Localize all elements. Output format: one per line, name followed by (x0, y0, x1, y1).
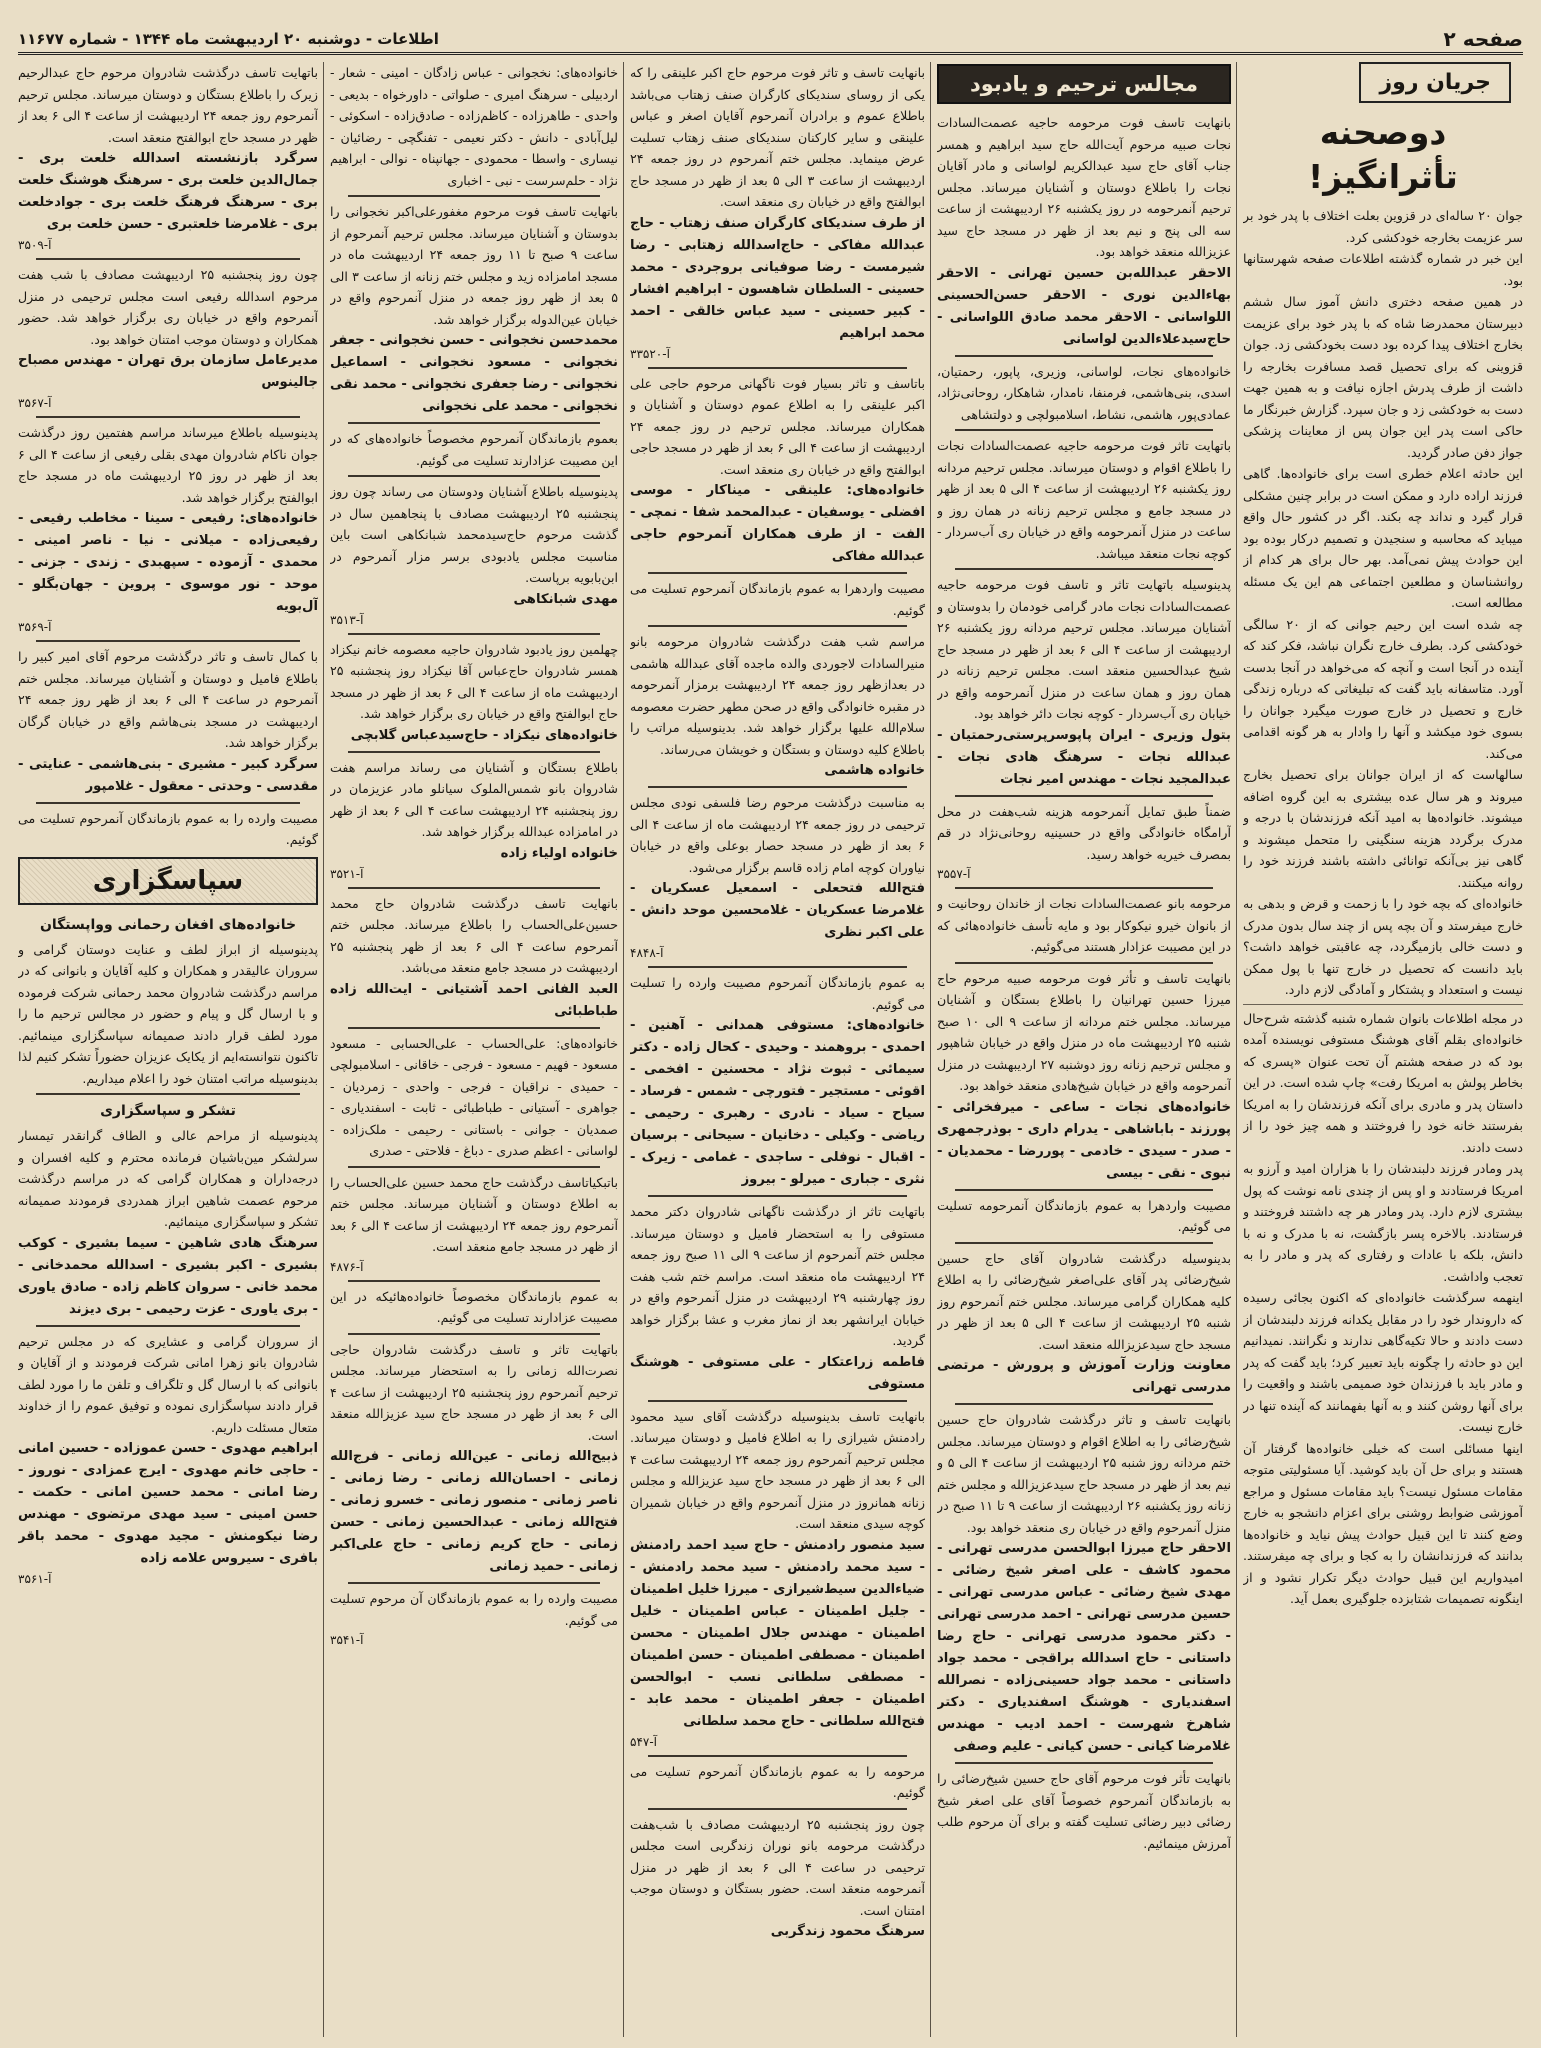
notice-item (630, 1814, 925, 1944)
notice-names: خانواده‌های: رفیعی - سینا - مخاطب رفیعی - رفیعی‌زاده - میلانی - نیا - ناصر امینی - محمدی - آزموده - سپهبدی - زندی - جزنی - موحد - نور موسوی - پروین - جهان‌بگلو - آل‌بویه (18, 511, 318, 614)
notice-item (18, 808, 318, 851)
notice-text: باطلاع بستگان و آشنایان می رساند مراسم هفت شادروان بانو شمس‌الملوک سیانلو مادر عزیزمان در روز پنجشنبه ۲۴ اردیبهشت ساعت ۴ الی ۶ بعد از ظهر در امامزاده عبدالله برگزار خواهد شد. (330, 759, 618, 839)
notice-item (937, 112, 1231, 351)
notice-item (18, 422, 318, 636)
notice-divider (348, 195, 600, 197)
editorial-headline: دوصحنه تأثرانگیز! (1308, 113, 1458, 196)
notice-names: از طرف سندیکای کارگران صنف زهتاب - حاج عبدالله مفاکی - حاج‌اسدالله زهتابی - رضا شیرمست - رضا صوفیانی بروجردی - محمد حسینی - السلطان شاهسون - ابراهیم افشار - کبیر حسینی - سید عباس خالقی - احمد محمد ابراهیم (630, 215, 925, 341)
notice-ref: آ-۳۵۴۱ (330, 1633, 364, 1647)
issue-info: اطلاعات - دوشنبه ۲۰ اردیبهشت ماه ۱۳۴۴ - شماره ۱۱۶۷۷ (18, 30, 439, 48)
notice-text: بانهایت تاسف و تاثر فوت مرحوم حاج اکبر علینقی را که یکی از روسای سندیکای کارگران صنف زهتاب می‌باشد باطلاع عموم و برادران آنمرحوم آقایان اصغر و عباس علینقی و سایر کارکنان سندیکای صنف زهتاب تسلیت عرض مینماید. مجلس ختم آنمرحوم در روز جمعه ۲۴ اردیبهشت از ساعت ۳ الی ۵ بعد از ظهر در مسجد حاج ابوالفتح واقع در خیابان ری منعقد است. (630, 65, 925, 209)
notice-ref: آ-۳۳۵۲۰ (630, 346, 670, 361)
notice-divider (36, 802, 300, 804)
editorial-body (1243, 205, 1523, 1610)
notice-divider (348, 887, 600, 889)
editorial-paragraph: پدر ومادر فرزند دلبندشان را با هزاران امید و آرزو به امریکا فرستادند و او پس از چندی نامه نوشت که پول بیشتری لازم دارد. پدر ومادر هر چه داشتند فروختند و فرستادند. بالاخره پسر بازگشت، نه با مدرک و نه با دانش، بلکه با عادات و رفتاری که پدر و مادر را به تعجب واداشت. (1243, 1161, 1523, 1284)
notice-divider (955, 887, 1213, 889)
column-memorials (937, 62, 1231, 2037)
notice-divider (648, 1400, 907, 1402)
notice-item (18, 62, 318, 254)
notice-names: معاونت وزارت آموزش و پرورش - مرتضی مدرسی تهرانی (937, 1358, 1231, 1395)
thanks-title: تشکر و سپاسگزاری (100, 1103, 236, 1119)
notice-ref: آ-۳۵۶۷ (18, 396, 52, 410)
section-banner: مجالس ترحیم و یادبود (937, 64, 1231, 104)
notice-item (937, 361, 1231, 426)
column-rule (623, 62, 624, 2037)
divider (1243, 1004, 1523, 1005)
notice-text: مراسم شب هفت درگذشت شادروان مرحومه بانو منیرالسادات لاجوردی والده ماجده آقای عبدالله هاشمی در بعدازظهر روز جمعه ۲۴ اردیبهشت برمزار آنمرحومه در مقبره خانوادگی واقع در صحن مطهر حضرت معصومه سلام‌الله علیها برگزار خواهد شد. بدینوسیله مراتب را باطلاع کلیه دوستان و بستگان و خویشان می‌رساند. (630, 634, 925, 757)
notice-divider (36, 640, 300, 642)
notice-item (630, 1406, 925, 1751)
notice-item (330, 1172, 618, 1276)
notice-text: خانواده‌های: نخجوانی - عباس زادگان - امینی - شعار - اردبیلی - سرهنگ امیری - صلواتی - داورخواه - بدیعی - واحدی - طاهرزاده - کاظم‌زاده - صادق‌زاده - اسکوئی - لیل‌آبادی - دانش - دکتر نعیمی - تفنگچی - رضائیان - نیساری - واسطا - محمودی - جهانپناه - نوالی - ابراهیم نژاد - حلم‌سرست - نبی - اخباری (330, 65, 618, 188)
notice-ref: آ-۳۵۱۳ (330, 612, 364, 627)
notice-ref: آ-۳۵۶۹ (18, 620, 52, 634)
editorial-paragraph: این حادثه اعلام خطری است برای خانواده‌ها. گاهی فرزند اراده دارد و ممکن است در برابر چنین مشکلی قرار گیرد و نداند چه بکند. اگر در کشور حال واقع میباید که محاسبه و سنجیدن و تصمیم درکار بوده بود این حوادث پیش نمی‌آمد. بهر حال برای هر کدام از روانشناسان و مطلعین اجتماعی هم این یک مسئله مطالعه است. (1243, 466, 1523, 610)
page-number: صفحه ۲ (1443, 27, 1523, 51)
notice-text: بانهایت تاسف درگذشت شادروان حاج محمد حسین‌علی‌الحساب را باطلاع میرساند. مجلس ختم آنمرحوم ساعت ۴ الی ۶ بعد از ظهر پنجشنبه ۲۵ اردیبهشت در مسجد جامع منعقد می‌باشد. (330, 895, 618, 975)
thanks-divider (36, 1325, 300, 1327)
notice-text: خانواده‌های: علی‌الحساب - علی‌الحسابی - مسعود مسعود - فهیم - مسعود - فرجی - خاقانی - اسلامبولچی - حمیدی - نراقیان - فرجی - واحدی - زمردیان - جواهری - آستیانی - طباطبائی - ثابت - اسفندیاری - صمدیان - جوانی - باستانی - رحیمی - ملک‌زاده - لواسانی - اعظم صدری - دباغ - فلاحتی - صدری (330, 1035, 618, 1158)
notice-names: سرگرد بازنشسته اسدالله خلعت بری - جمال‌الدین خلعت بری - سرهنگ هوشنگ خلعت بری - سرهنگ فرهنگ خلعت بری - جوادخلعت بری - غلامرضا خلعتبری - حسن خلعت بری (18, 151, 318, 232)
thanks-ref: آ-۳۵۶۱ (18, 1572, 52, 1586)
thanks-text: پدینوسیله از ابراز لطف و عنایت دوستان گرامی و سروران عالیقدر و همکاران و کلیه آقایان و بانوانی که در مراسم درگذشت شادروان محمد رحمانی شرکت فرموده و با ارسال گل و پیام و حضور در مجالس ترحیم ما را مورد لطف قرار دادند صمیمانه سپاسگزاری مینمائیم. تاکنون نتوانسته‌ایم از یکایک عزیزان حضوراً تشکر کنیم لذا بدینوسیله مراتب امتنان خود را اعلام میداریم. (18, 941, 318, 1086)
notice-text: باتهایت تاسف درگذشت شادروان مرحوم حاج عبدالرحیم زیرک را باطلاع بستگان و دوستان میرساند. مجلس ترحیم آنمرحوم روز جمعه ۲۴ اردیبهشت از ساعت ۴ الی ۶ بعد از ظهر در مسجد حاج ابوالفتح منعقد است. (18, 65, 318, 145)
notice-text: به مناسبت درگذشت مرحوم رضا فلسفی نودی مجلس ترحیمی در روز جمعه ۲۴ اردیبهشت ماه از ساعت ۴ الی ۶ بعد از ظهر در مسجد حصار بوعلی واقع در خیابان نیاوران کوچه امام زاده قاسم برگزار می‌شود. (630, 795, 925, 875)
notice-divider (648, 1755, 907, 1757)
notice-item (630, 1201, 925, 1396)
notice-item (630, 631, 925, 782)
notice-text: چهلمین روز یادبود شادروان حاجیه معصومه خانم نیکزاد همسر شادروان حاج‌عباس آقا نیکزاد روز پنجشنبه ۲۵ اردیبهشت ماه از ساعت ۴ الی ۶ بعد از ظهر در مسجد حاج ابوالفتح واقع در خیابان ری برگزار خواهد شد. (330, 641, 618, 721)
notice-text: بانهایت تاسف بدینوسیله درگذشت آقای سید محمود رادمنش شیرازی را به اطلاع فامیل و دوستان میرساند. مجلس ترحیم آنمرحوم روز جمعه ۲۴ اردیبهشت ساعت ۴ الی ۶ بعد از ظهر در مسجد حاج سید عزیزالله و مجلس زنانه همانروز در منزل آنمرحوم واقع در خیابان شمیران کوچه سیدی منعقد است. (630, 1408, 925, 1531)
editorial-paragraph: جوان ۲۰ ساله‌ای در قزوین بعلت اختلاف با پدر خود بر سر عزیمت بخارجه خودکشی کرد. (1243, 208, 1523, 245)
notice-item (330, 428, 618, 471)
notice-names: خانواده‌های نجات - ساعی - میرفخرائی - پورزند - باباشاهی - یدرام داری - بوذرجمهری - صدر - سیدی - خادمی - پوررضا - محمدیان - نبوی - نقی - بیسی (937, 1099, 1231, 1181)
notice-list (330, 62, 618, 1649)
column-rule (1236, 62, 1237, 2037)
notice-text: پدینوسیله باطلاع آشنایان ودوستان می رساند چون روز پنجشنبه ۲۵ اردیبهشت مصادف با پنجاهمین سال در گذشت مرحوم حاج‌سیدمحمد شبانکاهی است باین مناسبت مجلس یادبودی برسر مزار آنمرحوم در ابن‌بابویه برپاست. (330, 484, 618, 585)
notice-item (937, 1248, 1231, 1400)
notice-text: پدینوسیله باطلاع میرساند مراسم هفتمین روز درگذشت جوان ناکام شادروان مهدی بقلی رفیعی از ساعت ۴ الی ۶ بعد از ظهر در روز ۲۵ اردیبهشت ماه در مسجد حاج ابوالفتح برگزار خواهد شد. (18, 425, 318, 505)
notice-names: فتح‌الله فتحعلی - اسمعیل عسکریان - غلامرضا عسکریان - غلامحسین موحد دانش - علی اکبر نظری (630, 881, 925, 940)
notice-text: باتهایت تاثر فوت مرحومه حاجیه عصمت‌السادات نجات را باطلاع اقوام و دوستان میرساند. مجلس ترحیم مردانه روز یکشنبه ۲۶ اردیبهشت از ساعت ۴ الی ۵ بعد از ظهر در مسجد جامع و مجلس ترحیم زنانه در همان روز و ساعت در منزل آنمرحومه واقع در خیابان ری آب‌سردار - کوچه نجات منعقد میباشد. (937, 438, 1231, 561)
notice-item (630, 578, 925, 621)
notice-text: باتهایت تاسف فوت مرحوم مغفورعلی‌اکبر نخجوانی را بدوستان و آشنایان میرساند. مجلس ترحیم آنمرحوم از ساعت ۹ صبح تا ۱۱ روز جمعه ۲۴ اردیبهشت ماه در مسجد امامزاده زید و مجلس ختم زنانه از ساعت ۳ الی ۵ بعد از ظهر روز جمعه در منزل آنمرحوم واقع در خیابان عین‌الدوله برگزار خواهد شد. (330, 204, 618, 327)
thanks-title: خانواده‌های افغان رحمانی وواپستگان (39, 916, 297, 933)
thanks-item (18, 913, 318, 1090)
notice-names: مهدی شبانکاهی (513, 591, 618, 607)
notice-item (330, 1588, 618, 1649)
notice-item (330, 757, 618, 883)
notice-divider (348, 1166, 600, 1168)
editorial-paragraph: در همین صفحه دختری دانش آموز سال ششم دبیرستان محمدرضا شاه که با پدر خود برای عزیمت بخارج اختلاف پیدا کرده بود دست بخودکشی زد. جوان قزوینی که برای تحصیل قصد مسافرت بخارجه را داشت از طرف پدرش اجازه نیافت و به همین جهت دست به خودکشی زد و جان سپرد. گزارش خبرنگار ما حاکی است پدر این جوان پس از معاینات پزشکی جواز دفن صادر گردید. (1243, 294, 1523, 460)
notice-item (630, 972, 925, 1191)
notice-divider (648, 966, 907, 968)
notice-names: خانواده‌های: مستوفی همدانی - آهنین - احمدی - بروهمند - وحیدی - کحال زاده - دکتر سیمائی - ثبوت نژاد - محسنین - افخمی - اقوئی - مستجیر - فتورچی - شمس - فرساد - سیاح - سیاد - نادری - رهبری - رحیمی - ریاضی - وکیلی - دخانیان - سیحانی - برسیان - اقبال - نوفلی - ساجدی - غمامی - زیرک - نثری - جباری - میرلو - بیروز (630, 1018, 925, 1187)
notice-divider (348, 1333, 600, 1335)
notice-names: سرهنگ محمود زندگربی (770, 1924, 925, 1939)
notice-ref: آ-۳۵۵۷ (937, 867, 971, 881)
editorial-paragraph: اینها مسائلی است که خیلی خانواده‌ها گرفتار آن هستند و برای حل آن باید کوشید. آیا مسئولیتی متوجه مقامات مسئول نیست؟ باید مقامات مسئول و مراجع آموزشی ضوابط روشنی برای اعزام دانشجو به خارج وضع کنند تا این قبیل حوادث پیش نیاید و خانواده‌ها بدانند که فرزندانشان را به کجا و برای چه میفرستند. امیدواریم این قبیل حوادث دیگر تکرار نشود و از اینگونه تصمیمات شتابزده جلوگیری بعمل آید. (1243, 1440, 1523, 1606)
notice-text: بانهایت تأثر فوت مرحوم آقای حاج حسین شیخ‌رضائی را به بازماندگان آنمرحوم خصوصاً آقای علی اصغر شیخ رضائی دبیر رضائی تسلیت گفته و برای آن مرحوم طلب آمرزش مینمائیم. (937, 1771, 1231, 1851)
notice-item (630, 62, 925, 363)
notice-item (937, 435, 1231, 564)
notice-text: پدینوسیله باتهایت تاثر و تاسف فوت مرحومه حاجیه عصمت‌السادات نجات مادر گرامی خودمان را بدوستان و آشنایان میرساند. مجلس ترحیم مردانه روز یکشنبه ۲۶ اردیبهشت از ساعت ۴ الی ۶ بعد از ظهر در مسجد حاج شیخ عبدالحسین منعقد است. مجلس ترحیم زنانه در همان روز و همان ساعت در منزل آنمرحومه واقع در خیابان ری آب‌سردار - کوچه نجات دائر خواهد بود. (937, 577, 1231, 721)
notice-names: محمدحسن نخجوانی - حسن نخجوانی - جعفر نخجوانی - مسعود نخجوانی - اسماعیل نخجوانی - رضا جعفری نخجوانی - محمد نقی نخجوانی - محمد علی نخجوانی (330, 333, 618, 414)
notice-ref: آ-۳۵۲۱ (330, 866, 364, 881)
notice-item (630, 792, 925, 962)
notice-text: مرحومه را به عموم بازماندگان آنمرحوم تسلیت می گوئیم. (630, 1763, 925, 1800)
notice-text: به عموم بازماندگان مخصوصاً خانواده‌هائیکه در این مصیبت عزادارند تسلیت می گوئیم. (330, 1288, 618, 1325)
notice-divider (955, 1762, 1213, 1764)
notice-item (937, 1409, 1231, 1758)
memorial-list (937, 112, 1231, 1854)
notice-text: مصیبت وارده را به عموم بازماندگان آنمرحوم تسلیت می گوئیم. (18, 810, 318, 847)
notice-item (330, 201, 618, 418)
column-editorial (1243, 62, 1523, 2037)
notice-text: بانهایت تاسف فوت مرحومه حاجیه عصمت‌السادات نجات صبیه مرحوم آیت‌الله حاج سید ابراهیم و همسر جناب آقای حاج سید عبدالکریم لواسانی و مادر آقایان نجات را باطلاع دوستان و آشنایان میرساند. مجلس ترحیم آنمرحومه در روز یکشنبه ۲۶ اردیبهشت از ساعت سه الی پنج و نیم بعد از ظهر در مسجد حاج سید عزیزالله منعقد خواهد بود. (937, 115, 1231, 259)
column-rule (930, 62, 931, 2037)
notice-names: خانواده اولیاء زاده (500, 845, 618, 861)
editorial-paragraph: خانواده‌ای که بچه خود را با زحمت و قرض و بدهی به خارج میفرستد و آن بچه پس از چند سال بدون مدرک و دست خالی بازمیگردد، چه عاقبتی خواهد داشت؟ باید دانست که تحصیل در خارج تنها با پول ممکن نیست و استعداد و پشتکار و آمادگی لازم دارد. (1243, 896, 1523, 997)
notice-divider (955, 1242, 1213, 1244)
notice-names: ذبیح‌الله زمانی - عین‌الله زمانی - فرج‌الله زمانی - احسان‌الله زمانی - رضا زمانی - ناصر زمانی - منصور زمانی - خسرو زمانی - فتح‌الله زمانی - عبدالحسین زمانی - حسن زمانی - حاج کریم زمانی - حاج علی‌اکبر زمانی - حمید زمانی (330, 1449, 618, 1574)
notice-divider (36, 416, 300, 418)
notice-text: باتهایت تاثر و تاسف درگذشت شادروان حاجی نصرت‌الله زمانی را به استحضار میرساند. مجلس ترحیم آنمرحوم روز پنجشنبه ۲۵ اردیبهشت از ساعت ۴ الی ۶ بعد از ظهر در مسجد حاج سید عزیزالله منعقد است. (330, 1341, 618, 1443)
notice-divider (648, 1195, 907, 1197)
notice-list (18, 62, 318, 851)
notice-ref: آ-۴۸۷۶ (330, 1259, 364, 1274)
thanks-banner: سپاسگزاری (18, 857, 318, 905)
notice-names: خانواده هاشمی (824, 763, 925, 778)
thanks-item (18, 1099, 318, 1321)
notice-text: بانهایت تاسف و تأثر فوت مرحومه صبیه مرحوم حاج میرزا حسین تهرانیان را باطلاع بستگان و آشنایان میرساند. مجلس ختم مردانه از ساعت ۹ الی ۱۰ صبح شنبه ۲۵ اردیبهشت ماه در منزل واقع در خیابان شاهپور و مجلس ترحیم زنانه روز دوشنبه ۲۷ اردیبهشت در منزل آنمرحومه واقع در خیابان شیخ‌هادی منعقد خواهد بود. (937, 970, 1231, 1093)
thanks-item (18, 1331, 318, 1589)
notice-names: سرگرد کبیر - مشیری - بنی‌هاشمی - عنایتی - مقدسی - وحدتی - معقول - غلامپور (18, 756, 318, 794)
column-box-title: جریان روز (1359, 62, 1511, 103)
notice-names: العبد الفانی احمد آشتیانی - ایت‌الله زاده طباطبائی (330, 981, 618, 1019)
page-header (18, 26, 1523, 55)
notice-item (630, 1761, 925, 1804)
notice-item (330, 1033, 618, 1162)
notice-divider (348, 633, 600, 635)
notice-divider (648, 367, 907, 369)
notice-divider (955, 795, 1213, 797)
notice-text: چون روز پنجشنبه ۲۵ اردیبهشت مصادف با شب هفت مرحوم اسدالله رفیعی است مجلس ترحیمی در منزل آنمرحوم واقع در خیابان ری برگزار خواهد شد. حضور همکاران و دوستان موجب امتنان خواهد بود. (18, 267, 318, 347)
notice-text: باتبکیاتاسف درگذشت حاج محمد حسین علی‌الحساب را به اطلاع دوستان و آشنایان میرساند. مجلس ختم آنمرحوم روز جمعه ۲۴ اردیبهشت از ساعت ۴ الی ۶ بعد از ظهر در مسجد جامع منعقد است. (330, 1174, 618, 1254)
editorial-paragraph: سالهاست که از ایران جوانان برای تحصیل بخارج میروند و هر سال عده بیشتری به این گروه اضافه میشوند. خانواده‌ها به امید آنکه فرزندشان با درجه و مدرک برگردد هزینه سنگینی را متحمل میشوند و گاهی نیز بی‌آنکه توانائی داشته باشند فرزند خود را روانه میکنند. (1243, 767, 1523, 890)
notice-names: الاحقر عبدالله‌بن حسین تهرانی - الاحقر بهاءالدین نوری - الاحقر حسن‌الحسینی اللواسانی - الاحقر محمد صادق اللواسانی - حاج‌سیدعلاءالدین لواسانی (937, 265, 1231, 347)
notice-names: الاحقر حاج میرزا ابوالحسن مدرسی تهرانی - محمود کاشف - علی اصغر شیخ رضائی - مهدی شیخ رضائی - عباس مدرسی تهرانی - حسین مدرسی تهرانی - احمد مدرسی تهرانی - دکتر محمود مدرسی تهرانی - حاج رضا داستانی - حاج اسدالله براقجی - محمد جواد داستانی - محمد جواد حسینی‌زاده - نصرالله اسفندیاری - هوشنگ اسفندیاری - دکتر شاهرخ شهرست - احمد ادیب - مهندس غلامرضا کیانی - حسن کیانی - علیم وصفی (937, 1541, 1231, 1754)
notice-divider (955, 429, 1213, 431)
notice-divider (348, 1280, 600, 1282)
notice-text: باتهایت تاثر از درگذشت ناگهانی شادروان دکتر محمد مستوفی را به استحضار فامیل و دوستان میرساند. مجلس ختم آنمرحوم از ساعت ۹ الی ۱۱ صبح روز جمعه ۲۴ اردیبهشت ماه منعقد است. مراسم ختم شب هفت روز چهارشنبه ۲۹ اردیبهشت در منزل آنمرحوم واقع در خیابان ایرانشهر بعد از نماز مغرب و عشا برگزار خواهد گردید. (630, 1204, 925, 1348)
editorial-paragraph: اینهمه سرگذشت خانواده‌ای که اکنون بجائی رسیده که داروندار خود را در مقابل یکدانه فرزند دلبندشان از دست دادند و حالا تکیه‌گاهی ندارند و نگرانند. نمیدانیم این دو حادثه را چگونه باید تعبیر کرد؛ باید گفت که پدر و مادر باید با فرزندان خود صمیمی باشند و واقعیت را برای آنها روشن کنند و به آنها بفهمانند که آینده تنها در خارج نیست. (1243, 1290, 1523, 1434)
notice-item (18, 264, 318, 412)
notice-text: به عموم بازماندگان آنمرحوم مصیبت وارده را تسلیت می گوئیم. (630, 975, 925, 1012)
editorial-paragraph: چه شده است این رحیم جوانی که از ۲۰ سالگی خودکشی کرد. بطرف خارج نگران نباشد، فکر کند که آینده در آنجا است و آنچه که می‌خواهد در آنجا بدست آورد. متاسفانه باید گفت که تبلیغاتی که درباره زندگی خارج و تحصیل در خارج صورت میگیرد جوانان را بسوی خود میکشد و آنها را وادار به هر گونه اقدامی می‌کند. (1243, 616, 1523, 761)
notice-item (937, 574, 1231, 791)
notice-divider (955, 962, 1213, 964)
notice-names: فاطمه زراعتکار - علی مستوفی - هوشنگ مستوفی (630, 1354, 925, 1392)
notice-text: مصیبت وارده را به عموم بازماندگان آن مرحوم تسلیت می گوئیم. (330, 1591, 618, 1628)
notice-list (630, 62, 925, 1943)
notice-item (18, 646, 318, 798)
notice-divider (348, 475, 600, 477)
notice-text: بانهایت تاسف و تاثر درگذشت شادروان حاج حسین شیخ‌رضائی را به اطلاع اقوام و دوستان میرساند. مجلس ختم مردانه روز شنبه ۲۵ اردیبهشت از ساعت ۴ الی ۵ و نیم بعد از ظهر در مسجد حاج سیدعزیزالله و مجلس ختم زنانه روز یکشنبه ۲۶ اردیبهشت از ساعت ۹ تا ۱۱ صبح در منزل آنمرحوم واقع در خیابان ری منعقد خواهد بود. (937, 1412, 1231, 1535)
notice-names: مدیرعامل سازمان برق تهران - مهندس مصباح جالینوس (18, 353, 318, 390)
notice-item (937, 801, 1231, 884)
notice-ref: آ-۳۵۰۹ (18, 238, 52, 252)
notice-divider (955, 568, 1213, 570)
thanks-text: پدینوسیله از مراحم عالی و الطاف گرانقدر تیمسار سرلشکر مین‌باشیان فرمانده محترم و کلیه افسران و درجه‌داران و همکاران گرامی که در مراسم درگذشت مرحوم عصمت شاهین ابراز همدردی فرمودند صمیمانه تشکر و سپاسگزاری مینمائیم. (18, 1128, 318, 1229)
notice-divider (348, 1582, 600, 1584)
notice-divider (348, 751, 600, 753)
editorial-paragraph: این خبر در شماره گذشته اطلاعات صفحه شهرستانها بود. (1243, 251, 1523, 288)
notice-text: با کمال تاسف و تاثر درگذشت مرحوم آقای امیر کبیر را باطلاع فامیل و دوستان و آشنایان میرساند. مجلس ختم آنمرحوم در ساعت ۴ الی ۶ بعد از ظهر روز جمعه ۲۴ اردیبهشت در مسجد بنی‌هاشم واقع در خیابان گرگان برگزار خواهد شد. (18, 649, 318, 750)
column-rule (323, 62, 324, 2037)
notice-divider (648, 572, 907, 574)
notice-item (330, 1339, 618, 1579)
notice-divider (36, 258, 300, 260)
notice-item (330, 62, 618, 191)
notice-item (630, 373, 925, 569)
thanks-names: سرهنگ هادی شاهین - سیما بشیری - کوکب بشیری - اکبر بشیری - اسدالله محمدخانی - محمد خانی - سروان کاظم زاده - صادق یاوری - بری یاوری - عزت رحیمی - بری دیزند (18, 1235, 318, 1317)
notice-names: بتول وزیری - ایران پاپوسرپرستی‌رحمتیان - عبدالله نجات - سرهنگ هادی نجات - عبدالمجید نجات - مهندس امیر نجات (937, 727, 1231, 787)
notice-ref: آ-۵۴۷ (630, 1734, 658, 1749)
notice-text: مرحومه بانو عصمت‌السادات نجات از خاندان روحانیت و از بانوان خیرو نیکوکار بود و مایه تأسف خانواده‌هائی که در این مصیبت عزادار هستند می‌گوئیم. (937, 896, 1231, 954)
notice-text: مصیبت واردهرا به عموم بازماندگان آنمرحوم تسلیت می گوئیم. (630, 581, 925, 618)
notice-ref: آ-۴۸۴۸ (630, 946, 664, 960)
notice-text: مصیبت واردهرا به عموم بازماندگان آنمرحومه تسلیت می گوئیم. (937, 1197, 1231, 1234)
thanks-list (18, 913, 318, 1589)
notice-names: خانواده‌های: علینقی - میناکار - موسی افضلی - یوسفیان - عبدالمحمد شفا - نمچی - الفت - از طرف همکاران آنمرحوم حاجی عبدالله مفاکی (630, 483, 925, 564)
notice-divider (648, 1808, 907, 1810)
notice-item (330, 1286, 618, 1329)
notice-item (937, 893, 1231, 958)
thanks-text: از سروران گرامی و عشایری که در مجلس ترحیم شادروان بانو زهرا امانی شرکت فرمودند و از آقایان و بانوانی که با ارسال گل و تلگراف و تلفن ما را مورد لطف قرار دادند سپاسگزاری نموده و توفیق عموم را از خداوند متعال مسئلت داریم. (18, 1333, 318, 1435)
notice-divider (955, 355, 1213, 357)
columns (18, 62, 1523, 2037)
notice-text: بدینوسیله درگذشت شادروان آقای حاج حسین شیخ‌رضائی پدر آقای علی‌اصغر شیخ‌رضائی را به اطلاع کلیه همکاران گرامی میرساند. مجلس ختم آنمرحوم روز شنبه ۲۵ اردیبهشت از ساعت ۴ الی ۵ بعد از ظهر در مسجد حاج سیدعزیزالله منعقد است. (937, 1250, 1231, 1352)
notice-names: خانواده‌های نیکزاد - حاج‌سیدعباس گلابچی (350, 727, 618, 743)
notice-item (937, 1768, 1231, 1854)
notice-item (937, 968, 1231, 1185)
notice-text: ضمناً طبق تمایل آنمرحومه هزینه شب‌هفت در محل آرامگاه خانوادگی واقع در حسینیه روحانی‌نژاد در قم بمصرف خیریه خواهد رسید. (937, 803, 1231, 862)
notice-item (330, 893, 618, 1023)
column-notices-3 (630, 62, 925, 2037)
column-notices-5 (18, 62, 318, 2037)
notice-divider (955, 1403, 1213, 1405)
thanks-names: ابراهیم مهدوی - حسن عموزاده - حسین امانی - حاجی خانم مهدوی - ایرج عمزادی - نوروز - رضا امانی - محمد حسین امانی - حکمت - حسن امینی - سید مهدی مرتضوی - مهندس رضا نیکومنش - مجید مهدوی - محمد باقر بافری - سیروس علامه زاده (18, 1441, 318, 1566)
notice-divider (348, 1027, 600, 1029)
notice-divider (348, 422, 600, 424)
editorial-paragraph: در مجله اطلاعات بانوان شماره شنبه گذشته شرح‌حال خانواده‌ای بقلم آقای هوشنگ مستوفی نویسنده آمده بود که در صفحه هشتم آن تحت عنوان «پسری که بخاطر پولش به امریکا رفت» چاپ شده است. در این داستان پدر و مادری برای آنکه فرزندشان را به امریکا بفرستند خانه خود را فروختند و همه چیز خود را از دست دادند. (1243, 1010, 1523, 1155)
notice-divider (648, 786, 907, 788)
notice-text: خانواده‌های نجات، لواسانی، وزیری، پاپور، رحمتیان، اسدی، بنی‌هاشمی، فرمنفا، نامدار، شاهکار، روحانی‌نژاد، عمادی‌پور، هاشمی، نشاط، اسلامبولچی و دولتشاهی (937, 363, 1231, 422)
thanks-divider (36, 1093, 300, 1095)
notice-item (937, 1195, 1231, 1238)
column-notices-4 (330, 62, 618, 2037)
notice-text: باتاسف و تاثر بسیار فوت ناگهانی مرحوم حاجی علی اکبر علینقی را به اطلاع عموم دوستان و آشنایان و همکاران میرساند. مجلس ترحیم در روز جمعه ۲۴ اردیبهشت از ساعت ۴ الی ۶ بعد از ظهر در مسجد حاجی ابوالفتح واقع در خیابان ری منعقد است. (630, 375, 925, 477)
notice-item (330, 639, 618, 747)
notice-item (330, 481, 618, 629)
notice-divider (648, 625, 907, 627)
notice-names: سید منصور رادمنش - حاج سید احمد رادمنش - سید محمد رادمنش - سید محمد رادمنش - ضیاءالدین سیط‌شیرازی - میرزا خلیل اطمینان - جلیل اطمینان - عباس اطمینان - خلیل اطمینان - مهندس جلال اطمینان - محسن اطمینان - مصطفی اطمینان - حسن اطمینان - مصطفی سلطانی نسب - ابوالحسن اطمینان - جعفر اطمینان - محمد عابد - فتح‌الله سلطانی - حاج محمد سلطانی (630, 1537, 925, 1729)
notice-text: چون روز پنجشنبه ۲۵ اردیبهشت مصادف با شب‌هفت درگذشت مرحومه بانو نوران زندگربی است مجلس ترحیمی در ساعت ۴ الی ۶ بعد از ظهر در منزل آنمرحومه منعقد است. حضور بستگان و دوستان موجب امتنان است. (630, 1816, 925, 1918)
notice-text: بعموم بازماندگان آنمرحوم مخصوصاً خانواده‌های که در این مصیبت عزادارند تسلیت می گوئیم. (330, 431, 618, 468)
notice-divider (955, 1189, 1213, 1191)
